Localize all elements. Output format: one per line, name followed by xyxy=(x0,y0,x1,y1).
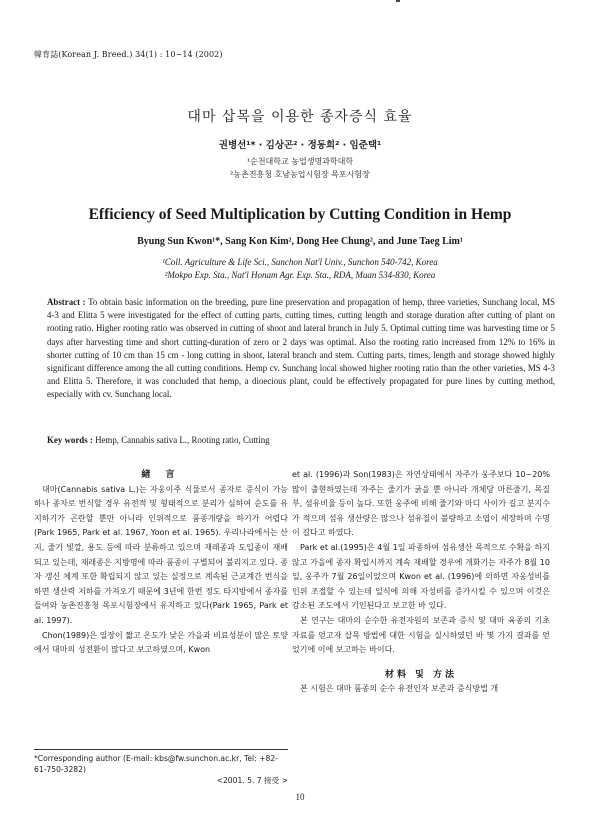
intro-paragraph-5: 본 연구는 대마의 순수한 유전자원의 보존과 증식 및 대마 육종의 기초 자료를 얻고자 삽목 방법에 대한 시험을 실시하였던 바 몇 가지 결과를 얻었기에 이에 보고하는 바이다. xyxy=(292,615,550,655)
page-number: 10 xyxy=(295,792,305,802)
methods-paragraph: 본 시험은 대마 품종의 순수 유전인자 보존과 증식방법 개 xyxy=(300,684,499,694)
received-date: <2001. 5. 7 接受 > xyxy=(216,776,288,785)
intro-paragraph-2: Chon(1989)은 일장이 짧고 온도가 낮은 가을과 비료성분이 많은 토양에서 대마의 성전환이 많다고 보고하였으며, Kwon xyxy=(34,630,288,655)
intro-heading: 緖 言 xyxy=(141,470,181,480)
authors-english: Byung Sun Kwon¹*, Sang Kon Kim², Dong Hee Chung², and June Taeg Lim¹ xyxy=(137,236,463,247)
affiliation-korean-2: ²농촌진흥청 호남농업시험장 목포시험장 xyxy=(230,170,370,179)
affiliation-english-2: ²Mokpo Exp. Sta., Nat'l Honam Agr. Exp. Sta., RDA, Muan 534-830, Korea xyxy=(164,270,436,280)
abstract xyxy=(47,296,555,402)
journal-header: 韓育誌(Korean J. Breed.) 34(1) : 10~14 (2002) xyxy=(34,50,223,59)
intro-paragraph-4: Park et al.(1995)은 4월 1일 파종하여 섬유생산 목적으로 수확을 하지 않고 가을에 종자 확입시까지 계속 재배할 경우에 개화기는 자주가 8월 10일, 웅주가 7월 26일이었으며 Kwon et al. (1996)에 의하면 자웅성비를 인위 조절할 수 있는데 일식에 의해 자성비를 증가시킬 수 있으며 이것은 감소된 조도에서 기인된다고 보고한 바 있다. xyxy=(292,542,550,611)
intro-paragraph-1: 대마(Cannabis sativa L.)는 자웅이주 식물로서 종자로 증식이 가능하나 종자로 번식할 경우 유전적 및 형태적으로 분리가 심하여 순도를 유지하기가 곤란할 뿐만 아니라 인위적으로 품종개량을 하기가 어렵다(Park 1965, Park et al. 1967, Yoon et al. 1965). 우리나라에서는 산지, 줄기 빛깔, 용도 등에 따라 분류하고 있으며 재래종과 도입종이 재배되고 있는데, 재래종은 지방명에 따라 품종이 구별되어 불리지고 있다. 종자 갱신 체계 또한 확립되지 않고 있는 실정으로 계속된 근교계간 번식을 하면 생산력 저하를 가져오기 때문에 3년에 한번 정도 타지방에서 종자를 들여와 농촌진흥청 목포시험장에서 유지하고 있다(Park 1965, Park et al. 1997). xyxy=(34,484,288,625)
scan-mark xyxy=(396,0,400,2)
keywords-text: Hemp, Cannabis sativa L., Rooting ratio, Cutting xyxy=(95,435,270,445)
keywords xyxy=(47,435,555,445)
abstract-text: To obtain basic information on the breeding, pure line preservation and propagation of hemp, three varieties, Sunchang local, MS 4-3 and Elitta 5 were investigated for the effect of cutting parts, cutting times, cutting length and storage duration after cutting of plant on rooting ratio. Higher rooting ratio was observed in cutting of shoot and lateral branch in July 5. Optimal cutting time was harvesting time or 5 days after harvesting time and short cutting-duration of zero or 2 days was optimal. Also the rooting ratio increased from 12% to 16% in shorter cutting of 10 cm than 15 cm - long cutting in shoot, lateral branch and stem. Cutting parts, times, length and storage showed highly significant difference among the all cutting conditions. Hemp cv. Sunchang local showed higher rooting ratio than the other varieties, MS 4-3 and Elitta 5. Therefore, it was concluded that hemp, a dioecious plant, could be effectively propagated for pure lines by cutting method, especially with cv. Sunchang local. xyxy=(47,297,555,400)
corresponding-author: *Corresponding author (E-mail: kbs@fw.sunchon.ac.kr, Tel: +82-61-750-3282) xyxy=(34,754,278,774)
affiliation-english-1: ¹Coll. Agriculture & Life Sci., Sunchon Nat'l Univ., Sunchon 540-742, Korea xyxy=(162,257,438,267)
footnote xyxy=(34,753,288,786)
left-column xyxy=(34,468,288,658)
right-column xyxy=(292,468,550,697)
keywords-label: Key words : xyxy=(47,435,93,445)
intro-paragraph-3: et al. (1996)과 Son(1983)은 자연상태에서 자주가 웅주보다 10~20% 많이 출현하였는데 자주는 줄기가 굵을 뿐 아니라 개체당 마른줄기, 목질부, 섬유비율 등이 높다. 또한 웅주에 비해 줄기와 마디 사이가 길고 분지수가 적으며 섬유 생산량은 많으나 섬유질이 불량하고 소엽이 세장하며 수명이 길다고 하였다. xyxy=(292,470,550,538)
abstract-label: Abstract : xyxy=(47,297,86,307)
title-korean: 대마 삽목을 이용한 종자증식 효율 xyxy=(187,109,413,125)
footnote-divider xyxy=(34,749,288,750)
authors-korean: 권병선¹* · 김상곤² · 정동희² · 임준택¹ xyxy=(218,140,382,151)
methods-heading: 材料 및 方法 xyxy=(385,669,457,680)
title-english: Efficiency of Seed Multiplication by Cutting Condition in Hemp xyxy=(88,206,512,223)
affiliation-korean-1: ¹순천대학교 농업생명과학대학 xyxy=(246,157,354,166)
